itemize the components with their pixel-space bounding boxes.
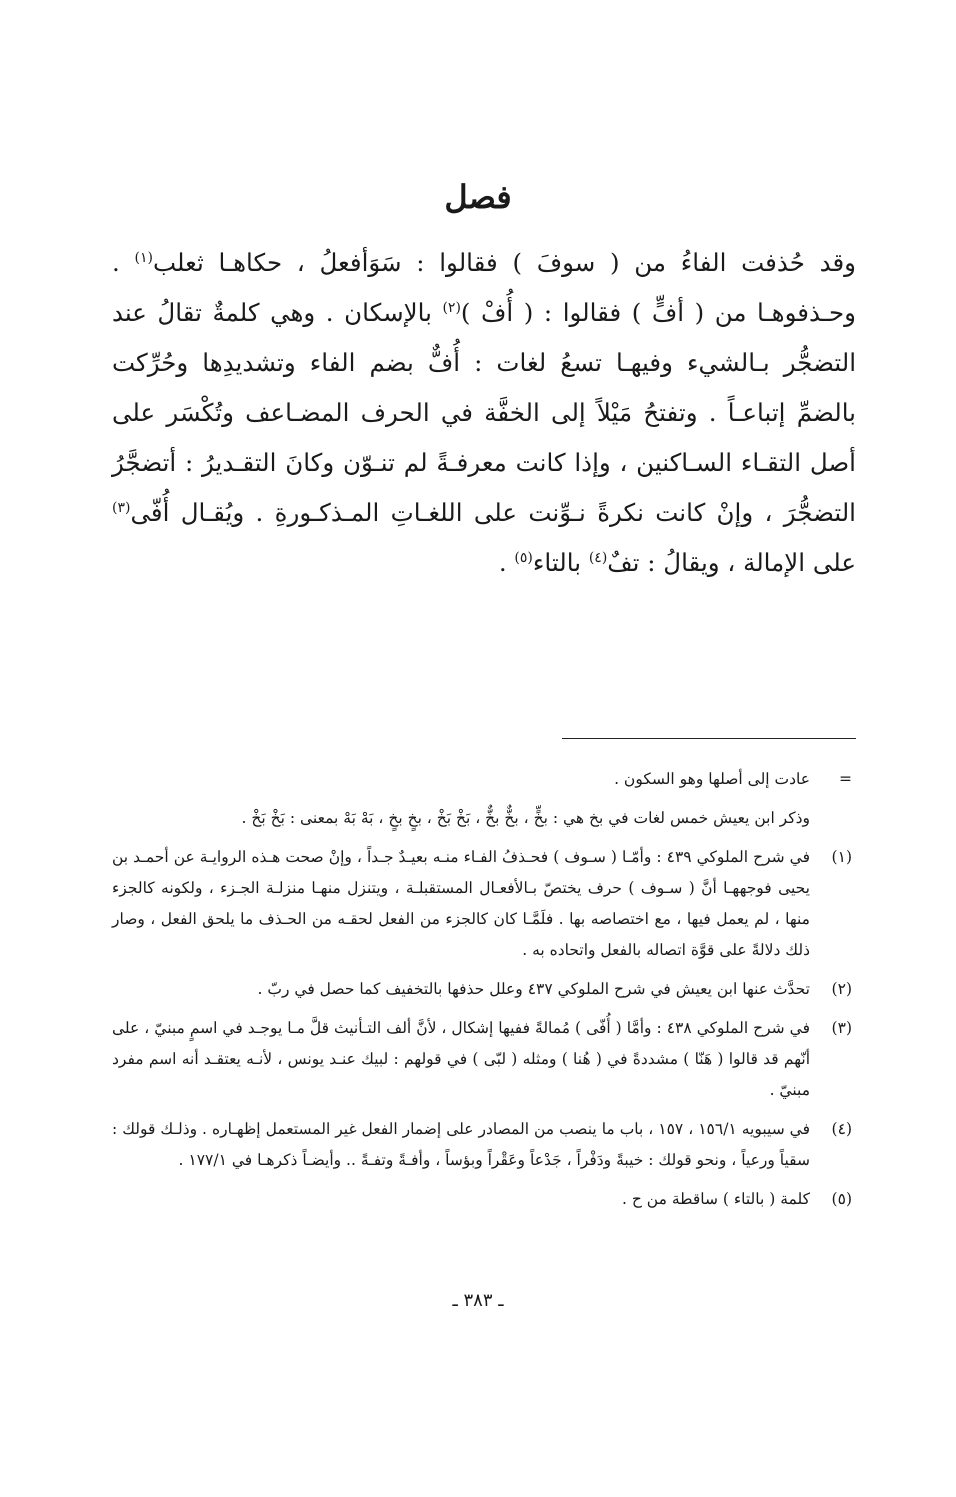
footnote-number: [810, 803, 856, 834]
footnote: [112, 974, 856, 1005]
footnote-number: (٢): [831, 980, 852, 998]
footnote: [112, 764, 856, 795]
footnote-marker[interactable]: (٥): [514, 549, 533, 566]
footnote-text: كلمة ( بالتاء ) ساقطة من ح .: [622, 1190, 810, 1208]
text-segment: بالإسكان . وهي كلمةٌ تقالُ عند التضجُّر بـالشيء وفيهـا تسعُ لغات : أُفٌّ بضم الفاء وتشديدِها وحُرِّكت بالضمِّ إتباعـاً . وتفتحُ مَيْلاً إلى الخفَّة في الحرف المضـاعف وتُكْسَر على أصل التقـاء السـاكنين ، وإذا كانت معرفـةً لم تنـوّن وكانَ التقـديرُ : أتضجَّرُ التضجُّرَ ، وإنْ كانت نكرةً نـوِّنت على اللغـاتِ المـذكـورةِ . ويُقـال أُفّى: [112, 298, 856, 527]
footnote-number: (٣): [831, 1019, 852, 1037]
footnotes-section: [112, 764, 856, 1223]
footnote-text: وذكر ابن يعيش خمس لغات في بخ هي : بخٍّ ، بخٌّ بخٌّ ، بَخْ بَخْ ، بخٍ بخٍ ، بَهْ بَهْ بمعنى : بَخْ بَخْ .: [241, 809, 810, 827]
footnote-marker[interactable]: (٤): [588, 549, 608, 566]
text-segment: .: [498, 548, 515, 577]
text-segment: على الإمالة ، ويقالُ : تفٌ: [607, 548, 856, 577]
footnote: [112, 842, 856, 966]
footnote-separator: [562, 738, 856, 739]
footnote-marker[interactable]: (١): [134, 249, 153, 266]
footnote-number: (١): [831, 848, 852, 866]
footnote-number: (٥): [831, 1190, 852, 1208]
text-segment: وقد حُذفت الفاءُ من ( سوفَ ) فقالوا : سَوَأفعلُ ، حكاهـا ثعلب: [152, 248, 856, 277]
footnote-number: (٤): [831, 1120, 852, 1138]
footnote-text: عادت إلى أصلها وهو السكون .: [614, 770, 810, 788]
footnote: [112, 1114, 856, 1176]
section-title: فصل: [444, 178, 512, 216]
footnote: [112, 1184, 856, 1215]
footnote: [112, 803, 856, 834]
footnote: [112, 1013, 856, 1106]
footnote-text: في شرح الملوكي ٤٣٨ : وأمَّا ( أُفّى ) مُمالةً ففيها إشكال ، لأنَّ ألف التـأنيث قلَّ مـا يوجـد في اسمٍ مبنيّ ، على أنّهم قد قالوا ( هَنّا ) مشددةً في ( هُنا ) ومثله ( لبّى ) في قولهم : لبيك عنـد يونس ، لأنـه يعتقـد أنه اسم مفرد مبنيّ .: [112, 1019, 810, 1099]
footnote-text: في سيبويه ١٥٦/١ ، ١٥٧ ، باب ما ينصب من المصادر على إضمار الفعل غير المستعمل إظهـاره . وذلـك قولك : سقياً ورعياً ، ونحو قولك : خيبةً ودَفْراً ، جَدْعاً وعَقْراً وبؤساً ، وأفـةً وتفـةً .. وأيضـاً ذكرهـا في ١٧٧/١ .: [112, 1120, 810, 1169]
paragraph-text: [112, 238, 856, 588]
text-segment: بالتاء: [532, 548, 589, 577]
footnote-text: تحدَّث عنها ابن يعيش في شرح الملوكي ٤٣٧ وعلل حذفها بالتخفيف كما حصل في ربّ .: [257, 980, 810, 998]
footnote-text: في شرح الملوكي ٤٣٩ : وأمّـا ( سـوف ) فحـذفُ الفـاء منـه بعيـدٌ جـداً ، وإنْ صحت هـذه الروايـة عن أحمـد بن يحيى فوجههـا أنَّ ( سـوف ) حرف يختصّ بـالأفعـال المستقبلـة ، ويتنزل منهـا منزلـة الجـزء ، ولكونه كالجزء منها ، لم يعمل فيها ، مع اختصاصه بها . فلَمَّـا كان كالجزء من الفعل لحقـه من الحـذف ما يلحق الفعل ، وصار ذلك دلالةً على قوَّة اتصاله بالفعل واتحاده به .: [112, 848, 810, 959]
footnote-marker[interactable]: (٣): [112, 499, 131, 516]
page-number: ـ ٣٨٣ ـ: [452, 1290, 504, 1311]
text-segment: . وحـذفوهـا من ( أفٍّ ) فقالوا : ( أُفْ ): [112, 248, 856, 327]
main-paragraph: [112, 238, 856, 588]
footnote-marker[interactable]: (٢): [442, 299, 461, 316]
footnote-number: =: [839, 770, 852, 788]
